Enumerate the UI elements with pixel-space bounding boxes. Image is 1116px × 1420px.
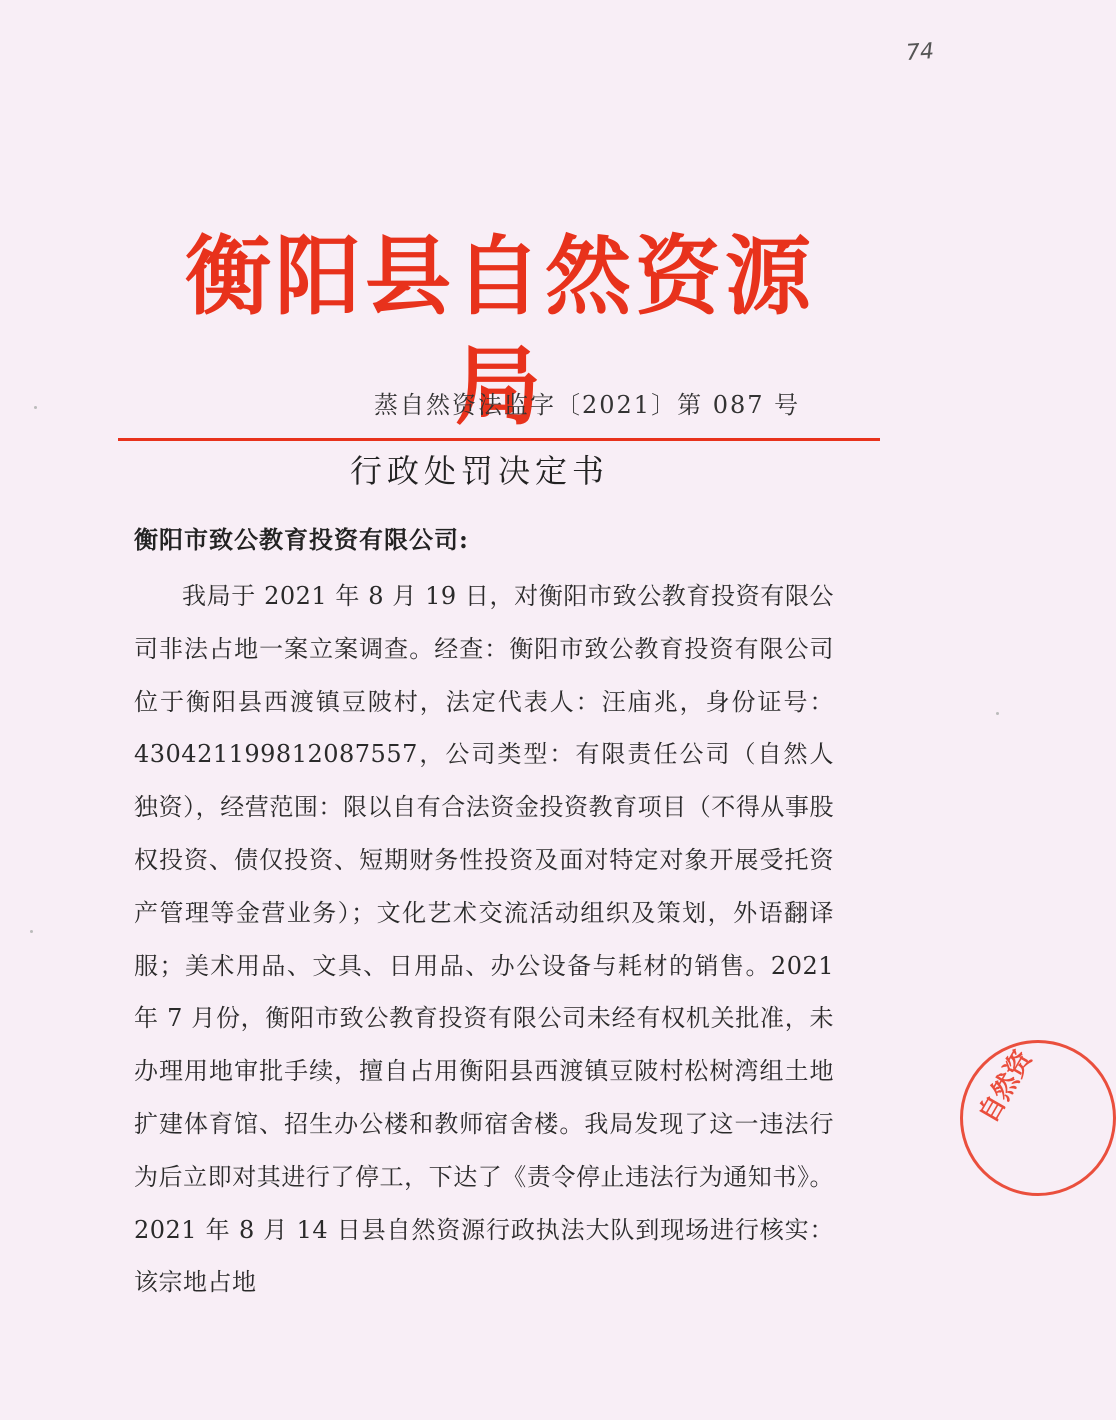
body-paragraph: 我局于 2021 年 8 月 19 日，对衡阳市致公教育投资有限公司非法占地一案立案调查。经查：衡阳市致公教育投资有限公司位于衡阳县西渡镇豆陂村，法定代表人：汪庙兆，身份证号：430421199812087557，公司类型：有限责任公司（自然人独资），经营范围：限以自有合法资金投资教育项目（不得从事股权投资、债仅投资、短期财务性投资及面对特定对象开展受托资产管理等金营业务）；文化艺术交流活动组织及策划，外语翻译服；美术用品、文具、日用品、办公设备与耗材的销售。2021 年 7 月份，衡阳市致公教育投资有限公司未经有权机关批准，未办理用地审批手续，擅自占用衡阳县西渡镇豆陂村松树湾组土地扩建体育馆、招生办公楼和教师宿舍楼。我局发现了这一违法行为后立即对其进行了停工，下达了《责令停止违法行为通知书》。2021 年 8 月 14 日县自然资源行政执法大队到现场进行核实：该宗地占地 — [134, 582, 834, 1297]
agency-header: 衡阳县自然资源局 — [185, 227, 815, 437]
scan-speck — [34, 406, 37, 409]
document-number: 蒸自然资法监字〔2021〕第 087 号 — [374, 391, 801, 419]
red-divider-rule — [118, 438, 880, 441]
official-seal-text: 自然资 — [973, 1045, 1039, 1128]
recipient-line: 衡阳市致公教育投资有限公司: — [134, 525, 469, 554]
handwritten-page-number: 74 — [905, 39, 935, 66]
scan-speck — [30, 930, 33, 933]
document-type-title: 行政处罚决定书 — [350, 452, 610, 490]
scan-speck — [996, 712, 999, 715]
